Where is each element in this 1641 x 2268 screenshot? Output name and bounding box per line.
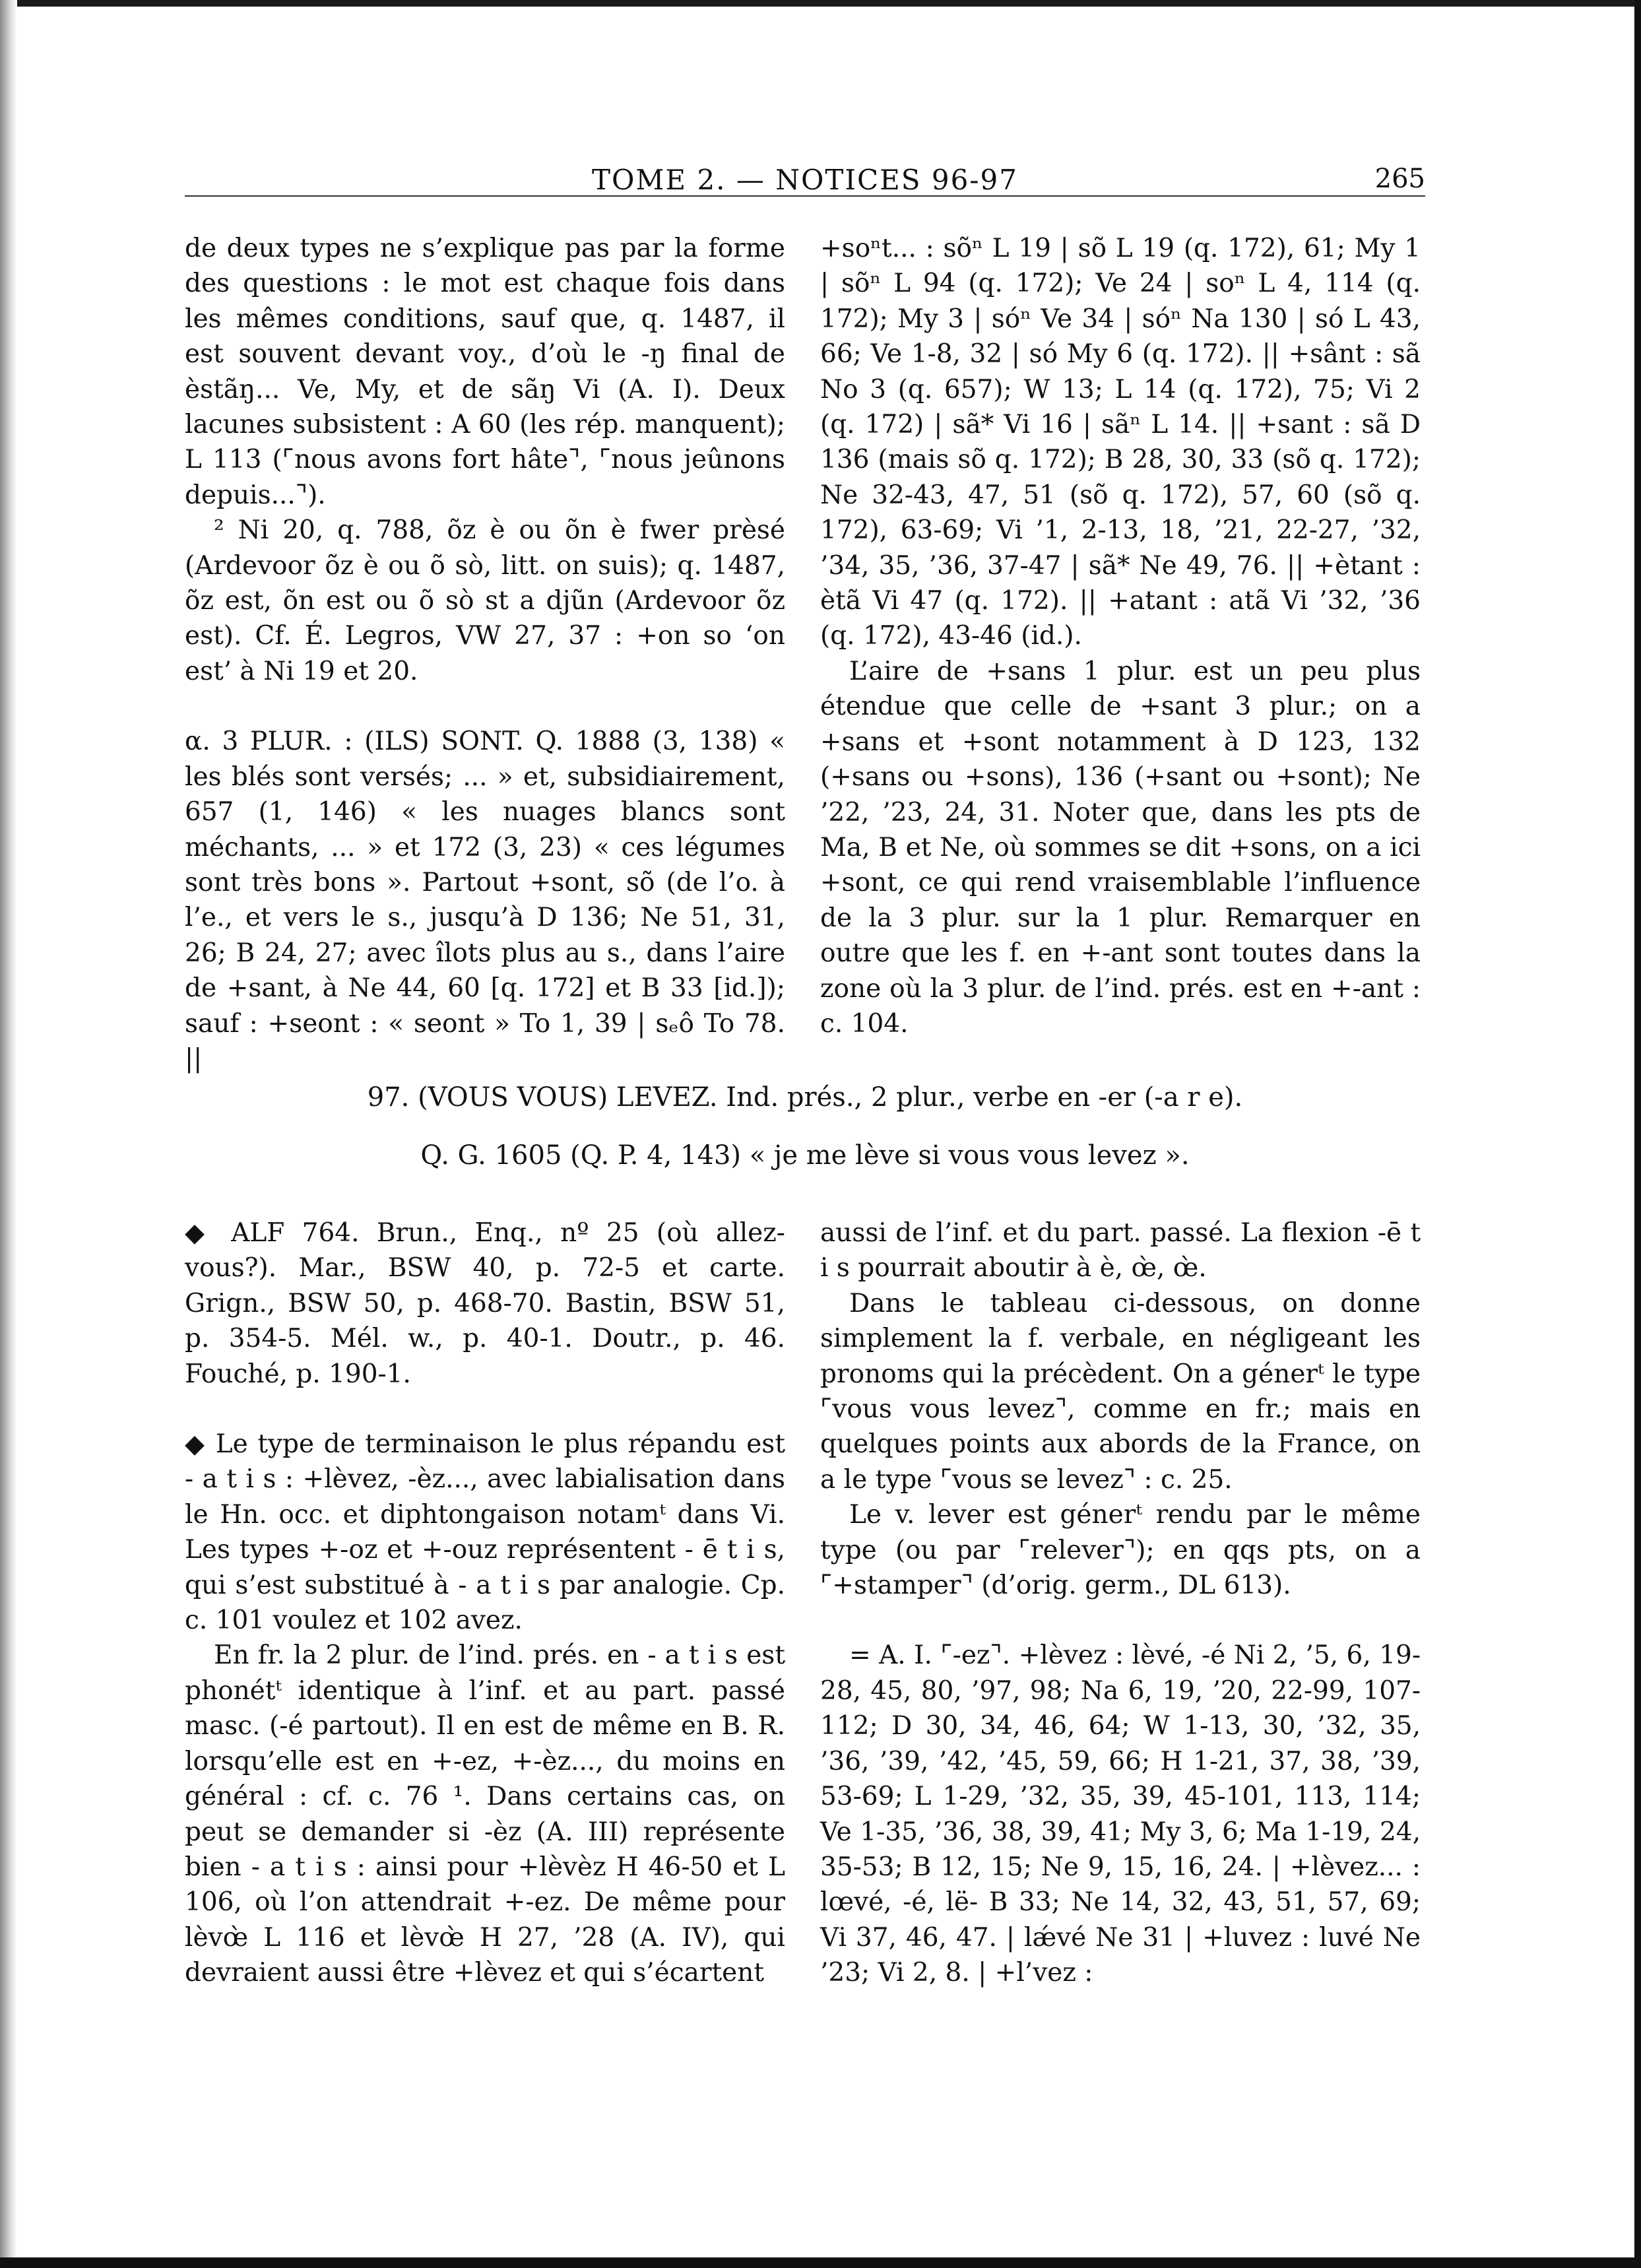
scan-bottom-edge bbox=[0, 2257, 1641, 2268]
page-number: 265 bbox=[1374, 164, 1425, 194]
column-top-right bbox=[820, 231, 1421, 1041]
scan-top-edge bbox=[0, 0, 1641, 7]
column-bottom-right bbox=[820, 1215, 1421, 1991]
paragraph-gap bbox=[185, 689, 785, 724]
running-title: TOME 2. — NOTICES 96-97 bbox=[591, 164, 1019, 196]
notice-heading: 97. (VOUS VOUS) LEVEZ. Ind. prés., 2 plur., verbe en -er (-a r e). bbox=[367, 1082, 1243, 1113]
paragraph-gap bbox=[820, 1603, 1421, 1638]
paragraph: L’aire de +sans 1 plur. est un peu plus étendue que celle de +sant 3 plur.; on a +sans et +sont notamment à D 123, 132 (+sans ou +sons), 136 (+sant ou +sont); Ne ’22, ’23, 24, 31. Noter que, dans les pts de Ma, B et Ne, où sommes se dit +sons, on a ici +sont, ce qui rend vraisemblable l’influence de la 3 plur. sur la 1 plur. Remarquer en outre que les f. en +-ant sont toutes dans la zone où la 3 plur. de l’ind. prés. est en +-ant : c. 104. bbox=[820, 656, 1421, 1039]
notice-question: Q. G. 1605 (Q. P. 4, 143) « je me lève si vous vous levez ». bbox=[420, 1140, 1190, 1171]
paragraph-gap bbox=[185, 1392, 785, 1427]
header-rule bbox=[185, 195, 1425, 197]
column-top-left bbox=[185, 231, 785, 1076]
footnote: ² Ni 20, q. 788, õz è ou õn è fwer prèsé (Ardevoor õz è ou õ sò, litt. on suis); q. 1487, õz est, õn est ou õ sò st a djũn (Ardevoor õz est). Cf. É. Legros, VW 27, 37 : +on so ‘on est’ à Ni 19 et 20. bbox=[185, 515, 785, 686]
paragraph: = A. I. ⌜-ez⌝. +lèvez : lèvé, -é Ni 2, ’5, 6, 19-28, 45, 80, ’97, 98; Na 6, 19, ’20, 22-99, 107-112; D 30, 34, 46, 64; W 1-13, 30, ’32, 35, ’36, ’39, ’42, ’45, 59, 66; H 1-21, 37, 38, ’39, 53-69; L 1-29, ’32, 35, 39, 45-101, 113, 114; Ve 1-35, ’36, 38, 39, 41; My 3, 6; Ma 1-19, 24, 35-53; B 12, 15; Ne 9, 15, 16, 24. | +lèvez... : lœvé, -é, lë- B 33; Ne 14, 32, 43, 51, 57, 69; Vi 37, 46, 47. | lǽvé Ne 31 | +luvez : luvé Ne ’23; Vi 2, 8. | +l’vez : bbox=[820, 1640, 1421, 1988]
paragraph: de deux types ne s’explique pas par la forme des questions : le mot est chaque fois dans les mêmes conditions, sauf que, q. 1487, il est souvent devant voy., d’où le -ŋ final de èstãŋ... Ve, My, et de sãŋ Vi (A. I). Deux lacunes subsistent : A 60 (les rép. manquent); L 113 (⌜nous avons fort hâte⌝, ⌜nous jeûnons depuis...⌝). bbox=[185, 234, 785, 510]
paragraph: Dans le tableau ci-dessous, on donne simplement la f. verbale, en négligeant les pronoms qui la précèdent. On a génerᵗ le type ⌜vous vous levez⌝, comme en fr.; mais en quelques points aux abords de la France, on a le type ⌜vous se levez⌝ : c. 25. bbox=[820, 1288, 1421, 1495]
scan-left-edge bbox=[0, 0, 17, 2268]
paragraph: Le v. lever est génerᵗ rendu par le même type (ou par ⌜relever⌝); en qqs pts, on a ⌜+stamper⌝ (d’orig. germ., DL 613). bbox=[820, 1500, 1421, 1601]
column-bottom-left bbox=[185, 1215, 785, 1991]
paragraph: ◆ ALF 764. Brun., Enq., nº 25 (où allez-vous?). Mar., BSW 40, p. 72-5 et carte. Grign., BSW 50, p. 468-70. Bastin, BSW 51, p. 354-5. Mél. w., p. 40-1. Doutr., p. 46. Fouché, p. 190-1. bbox=[185, 1218, 785, 1389]
running-header bbox=[185, 164, 1425, 203]
paragraph: +soⁿt... : sõⁿ L 19 | sõ L 19 (q. 172), 61; My 1 | sõⁿ L 94 (q. 172); Ve 24 | soⁿ L 4, 114 (q. 172); My 3 | sóⁿ Ve 34 | sóⁿ Na 130 | só L 43, 66; Ve 1-8, 32 | só My 6 (q. 172). || +sânt : sã No 3 (q. 657); W 13; L 14 (q. 172), 75; Vi 2 (q. 172) | sã* Vi 16 | sãⁿ L 14. || +sant : sã D 136 (mais sõ q. 172); B 28, 30, 33 (sõ q. 172); Ne 32-43, 47, 51 (sõ q. 172), 57, 60 (sõ q. 172), 63-69; Vi ’1, 2-13, 18, ’21, 22-27, ’32, ’34, 35, ’36, 37-47 | sã* Ne 49, 76. || +ètant : ètã Vi 47 (q. 172). || +atant : atã Vi ’32, ’36 (q. 172), 43-46 (id.). bbox=[820, 234, 1421, 651]
paragraph: En fr. la 2 plur. de l’ind. prés. en - a t i s est phonétᵗ identique à l’inf. et au part. passé masc. (-é partout). Il en est de même en B. R. lorsqu’elle est en +-ez, +-èz..., du moins en général : cf. c. 76 ¹. Dans certains cas, on peut se demander si -èz (A. III) représente bien - a t i s : ainsi pour +lèvèz H 46-50 et L 106, où l’on attendrait +-ez. De même pour lèvœ̀ L 116 et lèvœ̀ H 27, ’28 (A. IV), qui devraient aussi être +lèvez et qui s’écartent bbox=[185, 1640, 785, 1988]
paragraph: ◆ Le type de terminaison le plus répandu est - a t i s : +lèvez, -èz..., avec labialisation dans le Hn. occ. et diphtongaison notamᵗ dans Vi. Les types +-oz et +-ouz représentent - ē t i s, qui s’est substitué à - a t i s par analogie. Cp. c. 101 voulez et 102 avez. bbox=[185, 1429, 785, 1636]
paragraph: α. 3 PLUR. : (ILS) SONT. Q. 1888 (3, 138) « les blés sont versés; ... » et, subsidiairement, 657 (1, 146) « les nuages blancs sont méchants, ... » et 172 (3, 23) « ces légumes sont très bons ». Partout +sont, sõ (de l’o. à l’e., et vers le s., jusqu’à D 136; Ne 51, 31, 26; B 24, 27; avec îlots plus au s., dans l’aire de +sant, à Ne 44, 60 [q. 172] et B 33 [id.]); sauf : +seont : « seont » To 1, 39 | sₑô To 78. || bbox=[185, 727, 785, 1074]
paragraph: aussi de l’inf. et du part. passé. La flexion -ē t i s pourrait aboutir à è, œ̀, œ̀. bbox=[820, 1218, 1421, 1283]
scan-right-edge bbox=[1634, 0, 1641, 2268]
